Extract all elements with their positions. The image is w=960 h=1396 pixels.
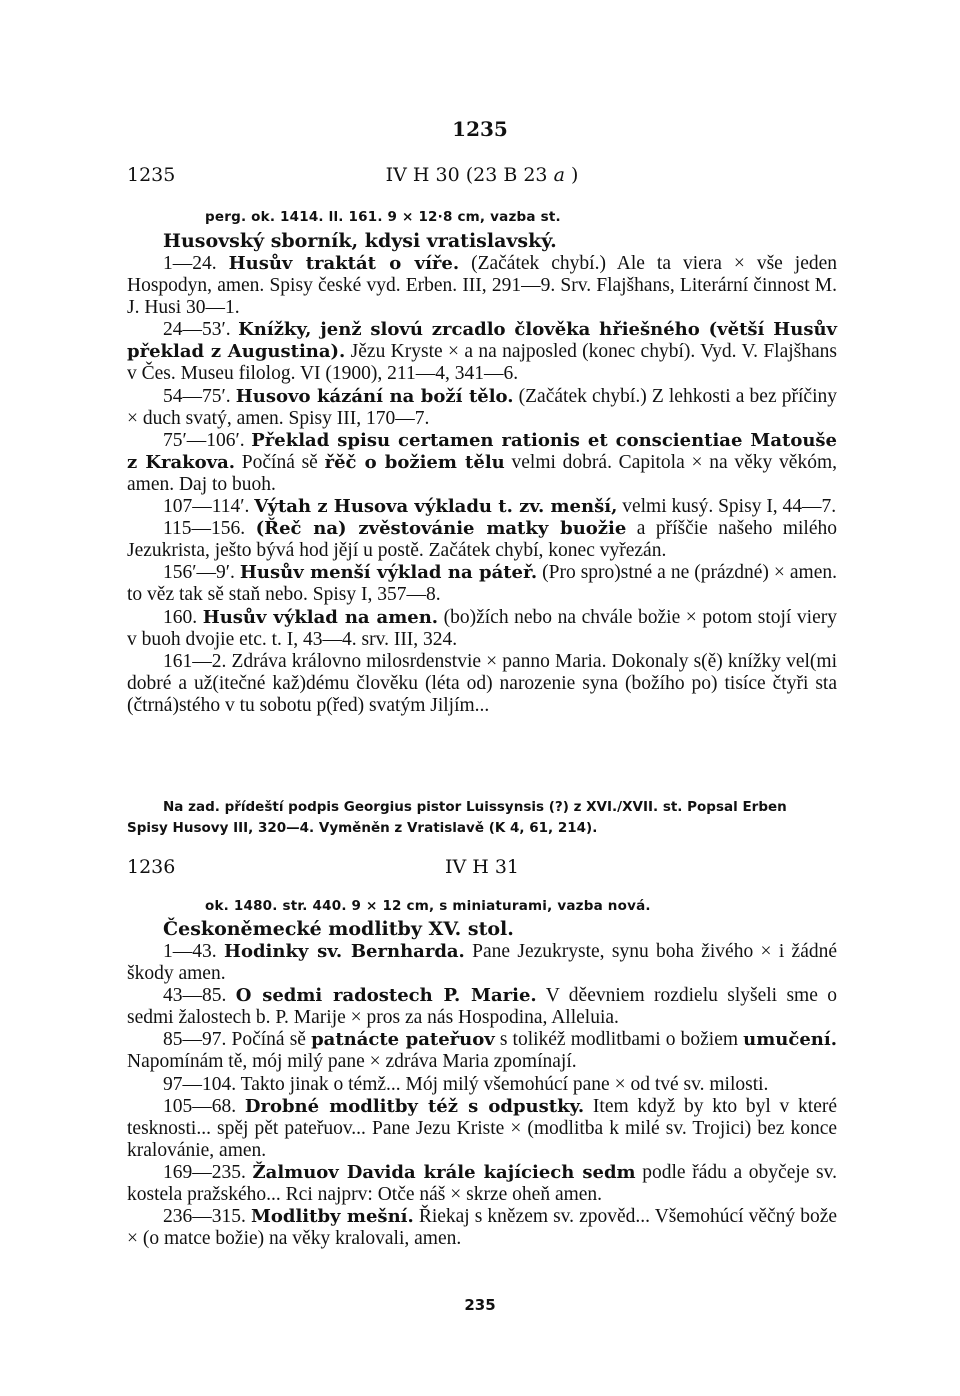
text-run: Napomínám tě, mój milý pane × zdráva Maria zpomínají.	[127, 1051, 577, 1073]
entry-paragraph	[127, 1162, 837, 1206]
running-head: 1235	[452, 117, 508, 141]
text-run: 43—85.	[163, 985, 236, 1007]
text-run: Jězu Kryste × a na najposled (konec chybí). Vyd. V. Flajšhans v Čes. Museu filolog. VI (1900), 211—4, 341—6.	[127, 341, 837, 385]
entry-paragraph	[127, 1206, 837, 1250]
entry-paragraph	[127, 253, 837, 319]
entry-paragraph	[127, 562, 837, 606]
text-run: V děevniem rozdielu slyšeli sme o sedmi žalostech b. P. Marije × pros za nás Hospodina, Alleluia.	[127, 985, 837, 1029]
entry-paragraph	[127, 496, 837, 518]
text-run: 107—114′.	[163, 496, 255, 518]
text-run: 160.	[163, 606, 203, 628]
entry-header	[127, 164, 837, 192]
entry-paragraph	[127, 607, 837, 651]
text-run: 161—2. Zdráva královno milosrdenstvie × panno Maria. Dokonaly s(ě) knížky vel(mi dobré a už(itečné kaž)dému člověku (léta od) narozenie syna (božího po) tisíce čtyři sta (čtrná)stého v tu sobotu p(řed) svatým Jiljím...	[127, 650, 837, 716]
text-run: (Začátek chybí.) Z lehkosti a bez příčiny × duch svatý, amen. Spisy III, 170—7.	[127, 385, 837, 429]
text-run: 97—104. Takto jinak o témž... Mój milý všemohúcí pane × od tvé sv. milosti.	[163, 1073, 769, 1095]
bold-run: (Řeč na) zvěstovánie matky buožie	[255, 518, 627, 540]
text-run: velmi dobrá. Capitola × na věky věkóm, amen. Daj to buoh.	[127, 451, 837, 495]
text-run: (bo)žích nebo na chvále božie × potom stojí viery v buoh dvojie etc. t. I, 43—4. srv. III, 324.	[127, 606, 837, 650]
entry-paragraph	[127, 430, 837, 496]
text-run: a příščie našeho milého Jezukrista, ješto bývá hod jějí u postě. Začátek chybí, konec vyřezán.	[127, 518, 837, 562]
entry-paragraph	[127, 941, 837, 985]
bold-run: Husův traktát o víře.	[228, 253, 460, 274]
bold-run: Knížky, jenž slovú zrcadlo člověka hřiešného (větší Husův překlad z Augustina).	[127, 319, 837, 363]
entry-paragraph	[127, 1096, 837, 1162]
bold-run: Překlad spisu certamen rationis et conscientiae Matouše z Krakova.	[127, 429, 837, 473]
entry-note: Na zad. přídeští podpis Georgius pistor Luissynsis (?) z XVI./XVII. st. Popsal Erben Spisy Husovy III, 320—4. Vyměněn z Vratislavě (K 4, 61, 214).	[127, 799, 787, 836]
text-run: 1—43.	[163, 941, 224, 962]
entry-shelfmark: IV H 31	[444, 856, 520, 878]
entry-header	[127, 856, 837, 884]
text-run: Item když by kto byl v které tesknosti... spěj pět pateřuov... Pane Jezu Kriste × (modlitba k milé sv. Trojici) bez konce kralovánie, amen.	[127, 1095, 837, 1161]
entry-meta: ok. 1480. str. 440. 9 × 12 cm, s miniaturami, vazba nová.	[205, 898, 651, 914]
entry-shelfmark: IV H 30 (23 B 23 a )	[385, 164, 579, 186]
text-run: s tolikéž modlitbami o božiem	[494, 1029, 744, 1051]
text-run: 75′—106′.	[163, 429, 252, 451]
text-run: 156′—9′.	[163, 562, 240, 584]
entry-paragraph	[127, 651, 837, 717]
bold-run: Výtah z Husova výkladu t. zv. menší,	[254, 496, 618, 518]
entry-paragraph	[127, 1029, 837, 1073]
bold-run: patnácte pateřuov	[311, 1029, 495, 1051]
text-run: (Pro spro)stné a ne (prázdné) × amen. to věz tak sě staň nebo. Spisy I, 357—8.	[127, 562, 837, 606]
entry-body	[127, 941, 837, 1250]
text-run: 169—235.	[163, 1161, 253, 1183]
text-run: 24—53′.	[163, 319, 239, 341]
entry-paragraph	[127, 386, 837, 430]
text-run: Řiekaj s knězem sv. zpověd... Všemohúcí věčný bože × (o matce božie) na věky kralovali, amen.	[127, 1206, 838, 1250]
entry-paragraph	[127, 518, 837, 562]
entry-number: 1236	[127, 856, 176, 878]
text-run: 105—68.	[163, 1095, 245, 1117]
bold-run: Žalmuov Davida krále kajíciech sedm	[252, 1161, 636, 1183]
entry-number: 1235	[127, 164, 176, 186]
bold-run: Drobné modlitby též s odpustky.	[244, 1095, 585, 1117]
bold-run: Modlitby mešní.	[250, 1206, 414, 1228]
bold-run: umučení.	[743, 1029, 837, 1051]
bold-run: Hodinky sv. Bernharda.	[223, 941, 465, 962]
entry-paragraph	[127, 985, 837, 1029]
bold-run: Husův výklad na amen.	[202, 606, 439, 628]
entry-title: Husovský sborník, kdysi vratislavský.	[163, 230, 557, 252]
text-run: podle řádu a obyčeje sv. kostela pražského... Rci najprv: Otče náš × skrze oheň amen.	[127, 1161, 838, 1206]
text-run: Pane Jezukryste, synu boha živého × i žádné škody amen.	[127, 941, 838, 985]
text-run: (Začátek chybí.) Ale ta viera × vše jeden Hospodyn, amen. Spisy české vyd. Erben. III, 291—9. Srv. Flajšhans, Literární činnost M. J. Husi 30—1.	[127, 253, 838, 319]
bold-run: Husův menší výklad na páteř.	[239, 562, 538, 584]
bold-run: řěč o božiem tělu	[324, 451, 505, 473]
text-run: Počíná sě	[235, 451, 325, 473]
page-number: 235	[464, 1296, 496, 1314]
text-run: 54—75′.	[163, 385, 236, 407]
entry-paragraph	[127, 1074, 837, 1096]
text-run: 115—156.	[163, 518, 256, 540]
text-run: velmi kusý. Spisy I, 44—7.	[617, 496, 837, 518]
entry-title: Českoněmecké modlitby XV. stol.	[163, 918, 514, 940]
bold-run: O sedmi radostech P. Marie.	[235, 985, 537, 1007]
entry-meta: perg. ok. 1414. ll. 161. 9 × 12·8 cm, vazba st.	[205, 209, 561, 225]
text-run: 236—315.	[163, 1206, 251, 1228]
text-run: 85—97. Počíná sě	[163, 1029, 312, 1051]
text-run: 1—24.	[163, 253, 229, 274]
entry-body	[127, 253, 837, 717]
entry-paragraph	[127, 319, 837, 385]
bold-run: Husovo kázání na boží tělo.	[235, 385, 514, 407]
